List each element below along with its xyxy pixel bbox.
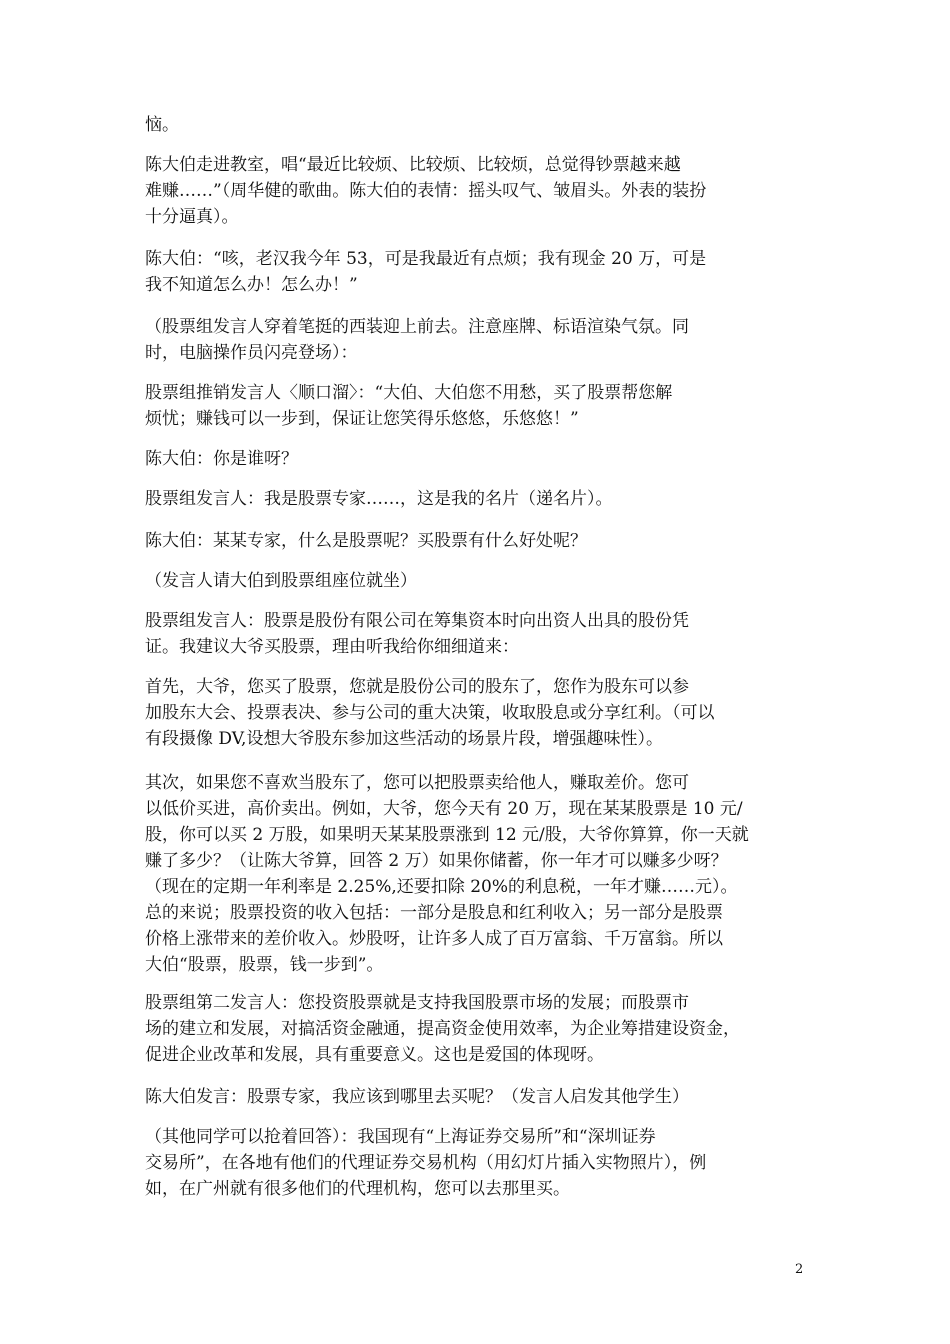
text-line: 股票组第二发言人：您投资股票就是支持我国股票市场的发展；而股票市 — [145, 993, 689, 1013]
text-line: 陈大伯：你是谁呀？ — [145, 449, 298, 469]
text-line: 有段摄像 DV,设想大爷股东参加这些活动的场景片段，增强趣味性）。 — [145, 729, 663, 749]
text-line: 陈大伯：某某专家，什么是股票呢？买股票有什么好处呢？ — [145, 531, 587, 551]
text-line: 我不知道怎么办！怎么办！” — [145, 275, 358, 295]
text-line: 陈大伯发言：股票专家，我应该到哪里去买呢？（发言人启发其他学生） — [145, 1087, 689, 1107]
text-line: 价格上涨带来的差价收入。炒股呀，让许多人成了百万富翁、千万富翁。所以 — [145, 929, 723, 949]
paragraph — [145, 674, 815, 752]
text-line: 首先，大爷，您买了股票，您就是股份公司的股东了，您作为股东可以参 — [145, 677, 689, 697]
text-line: 陈大伯：“咳，老汉我今年 53，可是我最近有点烦；我有现金 20 万，可是 — [145, 249, 707, 269]
paragraph — [145, 770, 815, 978]
text-line: 加股东大会、投票表决、参与公司的重大决策，收取股息或分享红利。（可以 — [145, 703, 715, 723]
text-line: 难赚……”（周华健的歌曲。陈大伯的表情：摇头叹气、皱眉头。外表的装扮 — [145, 181, 707, 201]
paragraph — [145, 528, 815, 554]
paragraph — [145, 568, 815, 594]
text-line: 恼。 — [145, 115, 179, 135]
text-line: 交易所”，在各地有他们的代理证券交易机构（用幻灯片插入实物照片），例 — [145, 1153, 707, 1173]
paragraph — [145, 990, 815, 1068]
text-line: （发言人请大伯到股票组座位就坐） — [145, 571, 417, 591]
paragraph — [145, 486, 815, 512]
text-line: 赚了多少？（让陈大爷算，回答 2 万）如果你储蓄，你一年才可以赚多少呀？ — [145, 851, 728, 871]
text-line: （股票组发言人穿着笔挺的西装迎上前去。注意座牌、标语渲染气氛。同 — [145, 317, 689, 337]
text-line: 总的来说；股票投资的收入包括：一部分是股息和红利收入；另一部分是股票 — [145, 903, 723, 923]
paragraph — [145, 246, 815, 298]
text-line: 场的建立和发展，对搞活资金融通，提高资金使用效率，为企业筹措建设资金， — [145, 1019, 740, 1039]
text-line: 股票组发言人：股票是股份有限公司在筹集资本时向出资人出具的股份凭 — [145, 611, 689, 631]
text-line: 大伯“股票，股票，钱一步到”。 — [145, 955, 384, 975]
text-line: 如，在广州就有很多他们的代理机构，您可以去那里买。 — [145, 1179, 570, 1199]
text-line: 股，你可以买 2 万股，如果明天某某股票涨到 12 元/股，大爷你算算，你一天就 — [145, 825, 749, 845]
paragraph — [145, 380, 815, 432]
paragraph — [145, 112, 815, 138]
text-line: 股票组发言人：我是股票专家……，这是我的名片（递名片）。 — [145, 489, 613, 509]
paragraph — [145, 608, 815, 660]
text-line: 烦忧；赚钱可以一步到，保证让您笑得乐悠悠，乐悠悠！” — [145, 409, 579, 429]
paragraph — [145, 446, 815, 472]
text-line: 以低价买进，高价卖出。例如，大爷，您今天有 20 万，现在某某股票是 10 元/ — [145, 799, 743, 819]
text-line: 促进企业改革和发展，具有重要意义。这也是爱国的体现呀。 — [145, 1045, 604, 1065]
text-line: 证。我建议大爷买股票，理由听我给你细细道来： — [145, 637, 519, 657]
paragraph — [145, 1124, 815, 1202]
text-line: 时，电脑操作员闪亮登场）： — [145, 343, 358, 363]
paragraph — [145, 152, 815, 230]
paragraph — [145, 314, 815, 366]
text-line: 陈大伯走进教室，唱“最近比较烦、比较烦、比较烦，总觉得钞票越来越 — [145, 155, 681, 175]
page-number: 2 — [795, 1262, 804, 1277]
text-line: （其他同学可以抢着回答）：我国现有“上海证券交易所”和“深圳证券 — [145, 1127, 656, 1147]
text-line: 股票组推销发言人〈顺口溜〉：“大伯、大伯您不用愁，买了股票帮您解 — [145, 383, 673, 403]
text-line: 十分逼真）。 — [145, 207, 239, 227]
text-line: （现在的定期一年利率是 2.25%,还要扣除 20%的利息税，一年才赚……元）。 — [145, 877, 738, 897]
paragraph — [145, 1084, 815, 1110]
text-line: 其次，如果您不喜欢当股东了，您可以把股票卖给他人，赚取差价。您可 — [145, 773, 689, 793]
